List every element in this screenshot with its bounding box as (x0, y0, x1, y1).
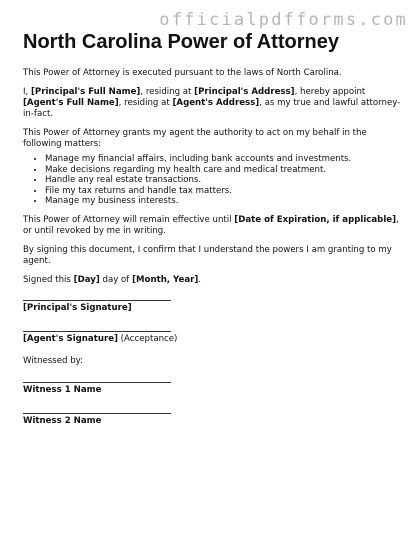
month-year-placeholder: [Month, Year] (132, 274, 199, 285)
agent-acceptance-text: (Acceptance) (117, 333, 178, 344)
list-item: • File my tax returns and handle tax matters. (45, 186, 401, 197)
powers-list (23, 154, 401, 207)
watermark-text: officialpdfforms.com (159, 10, 408, 30)
signed-text-3: . (198, 274, 202, 285)
agent-address-placeholder: [Agent's Address] (172, 98, 260, 108)
expiration-date-placeholder: [Date of Expiration, if applicable] (234, 214, 397, 225)
list-item: • Manage my business interests. (45, 196, 401, 207)
agent-signature-text: [Agent's Signature] (23, 333, 118, 344)
agent-name-placeholder: [Agent's Full Name] (23, 98, 119, 108)
list-item: • Make decisions regarding my health care and medical treatment. (45, 165, 401, 176)
effective-text-1: This Power of Attorney will remain effective until (23, 214, 235, 225)
agent-signature-label (23, 334, 401, 345)
witness-1-label: Witness 1 Name (23, 384, 102, 395)
signature-block (23, 300, 401, 427)
appointment-text-3: , hereby appoint (294, 87, 366, 97)
signed-text-2: day of (99, 274, 133, 285)
witnessed-by-label: Witnessed by: (23, 355, 84, 366)
grant-paragraph: This Power of Attorney grants my agent the authority to act on my behalf in the following matters: (23, 128, 367, 149)
confirm-paragraph: By signing this document, I confirm that I understand the powers I am granting to my agent. (23, 244, 392, 266)
principal-name-placeholder: [Principal's Full Name] (31, 87, 141, 97)
witness-2-label: Witness 2 Name (23, 415, 102, 426)
signed-text-1: Signed this (23, 274, 74, 285)
principal-signature-label: [Principal's Signature] (23, 302, 132, 313)
appointment-text-1: I, (23, 87, 31, 97)
appointment-text-5: , as my true and lawful attorney-in-fact. (23, 98, 401, 119)
list-item: • Handle any real estate transactions. (45, 175, 401, 186)
intro-paragraph: This Power of Attorney is executed pursuant to the laws of North Carolina. (23, 68, 342, 78)
witness-2-signature-line[interactable] (23, 413, 171, 414)
day-placeholder: [Day] (73, 274, 100, 285)
list-item: • Manage my financial affairs, including bank accounts and investments. (45, 154, 401, 165)
document-page (23, 30, 401, 444)
principal-address-placeholder: [Principal's Address] (194, 87, 295, 97)
witness-1-signature-line[interactable] (23, 382, 171, 383)
signed-paragraph (23, 275, 401, 286)
appointment-paragraph (23, 87, 401, 120)
principal-signature-line[interactable] (23, 300, 171, 301)
appointment-text-2: , residing at (140, 87, 195, 97)
appointment-text-4: , residing at (118, 98, 173, 108)
effective-text-2: , or until revoked by me in writing. (23, 214, 399, 236)
effective-paragraph (23, 215, 401, 237)
agent-signature-line[interactable] (23, 331, 171, 332)
document-title: North Carolina Power of Attorney (23, 31, 339, 53)
